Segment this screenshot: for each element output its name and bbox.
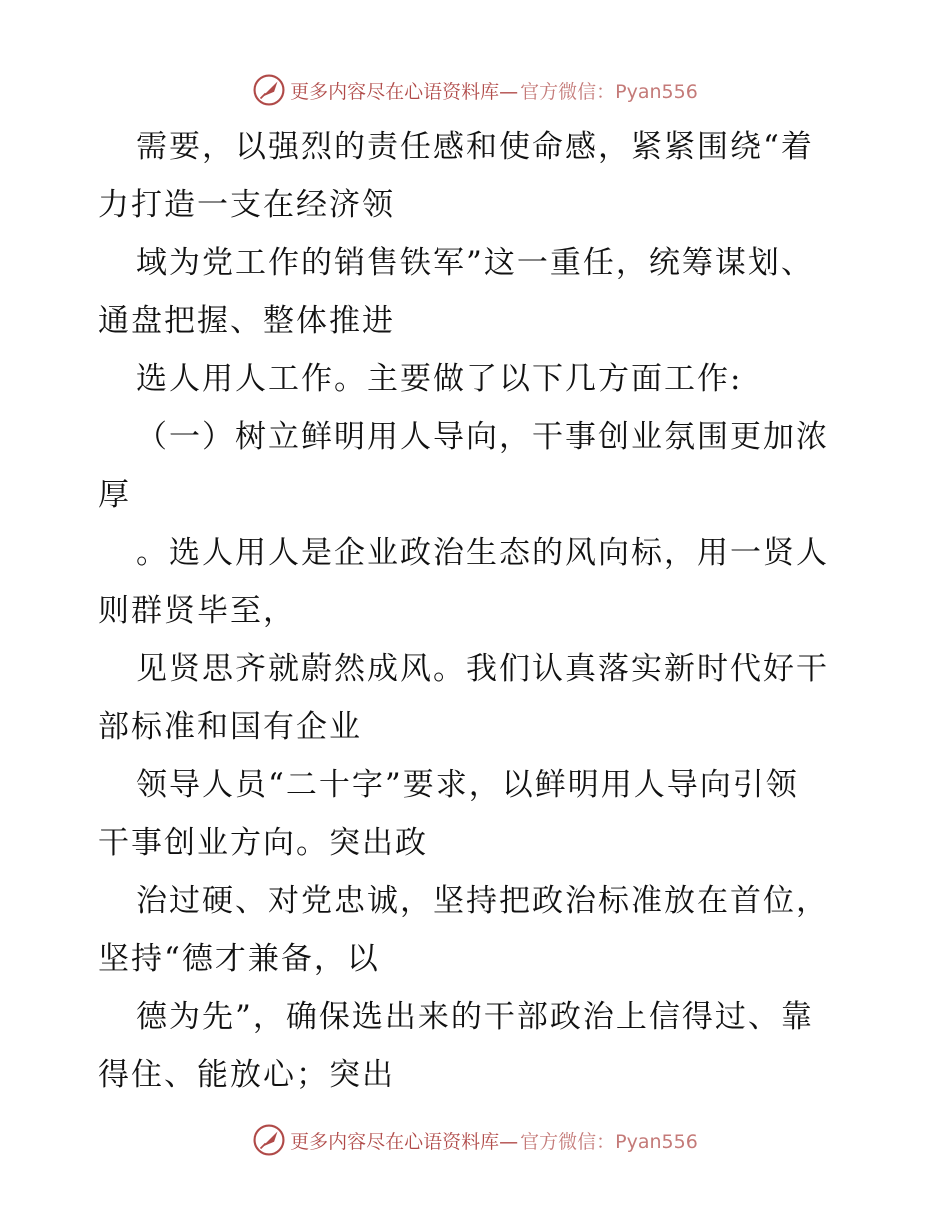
- text-line: 需要，以强烈的责任感和使命感，紧紧围绕“着: [136, 129, 814, 165]
- text-line: 选人用人工作。主要做了以下几方面工作:: [136, 361, 743, 397]
- text-line: 力打造一支在经济领: [98, 187, 395, 223]
- banner-wechat-text: 官方微信：Pyan556: [520, 80, 698, 103]
- text-line: 域为党工作的销售铁军”这一重任，统筹谋划、: [136, 245, 814, 281]
- header-watermark-banner: [0, 70, 950, 110]
- quill-pen-logo-icon: [252, 1123, 286, 1157]
- text-line: 。选人用人是企业政治生态的风向标，用一贤人: [136, 535, 829, 571]
- text-line: （一）树立鲜明用人导向，干事创业氛围更加浓: [136, 419, 829, 455]
- text-line: 领导人员“二十字”要求，以鲜明用人导向引领: [136, 767, 799, 803]
- text-line: 则群贤毕至，: [98, 593, 296, 629]
- banner-main-text: 更多内容尽在心语资料库—: [290, 1130, 519, 1153]
- banner-wechat-text: 官方微信：Pyan556: [520, 1130, 698, 1153]
- quill-pen-logo-icon: [252, 73, 286, 107]
- text-line: 干事创业方向。突出政: [98, 825, 428, 861]
- banner-main-text: 更多内容尽在心语资料库—: [290, 80, 519, 103]
- text-line: 厚: [98, 477, 131, 513]
- document-body: [98, 118, 858, 1104]
- text-line: 见贤思齐就蔚然成风。我们认真落实新时代好干: [136, 651, 829, 687]
- text-line: 得住、能放心；突出: [98, 1057, 395, 1093]
- text-line: 坚持“德才兼备，以: [98, 941, 380, 977]
- text-line: 部标准和国有企业: [98, 709, 362, 745]
- text-line: 通盘把握、整体推进: [98, 303, 395, 339]
- text-line: 德为先”，确保选出来的干部政治上信得过、靠: [136, 999, 814, 1035]
- footer-watermark-banner: [0, 1120, 950, 1160]
- text-line: 治过硬、对党忠诚，坚持把政治标准放在首位，: [136, 883, 829, 919]
